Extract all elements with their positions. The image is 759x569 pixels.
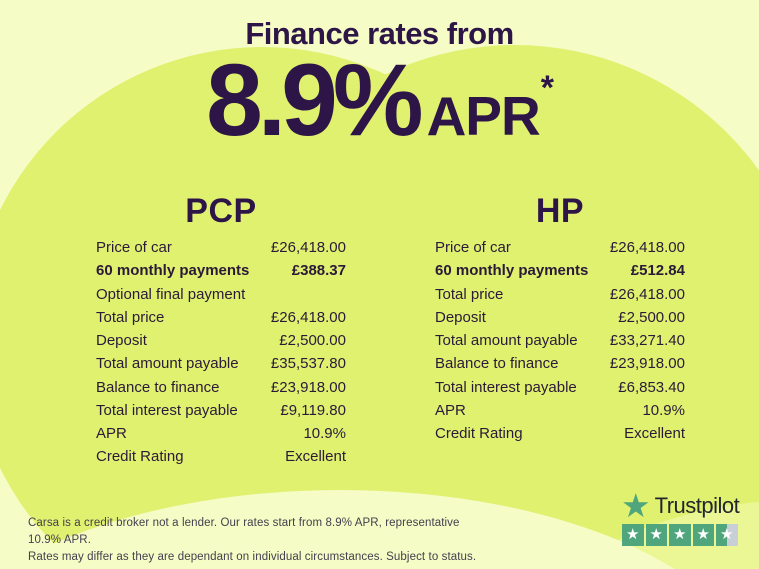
rate-asterisk: * <box>540 69 554 107</box>
trustpilot-star-box <box>622 524 644 546</box>
row-label: Total price <box>96 308 165 326</box>
row-value: £35,537.80 <box>270 355 346 373</box>
row-label: Balance to finance <box>435 355 559 373</box>
row-value: 10.9% <box>642 401 685 419</box>
row-label: Optional final payment <box>96 285 246 303</box>
row-value: £26,418.00 <box>609 285 685 303</box>
finance-row <box>96 309 346 332</box>
row-value: Excellent <box>285 448 346 466</box>
pcp-rows <box>96 239 346 472</box>
row-label: Credit Rating <box>96 448 184 466</box>
trustpilot-brand: Trustpilot <box>654 493 740 518</box>
hp-column <box>435 192 685 448</box>
trustpilot-star-box <box>646 524 668 546</box>
row-label: Total amount payable <box>96 355 239 373</box>
trustpilot-star-box <box>716 524 738 546</box>
row-label: Price of car <box>435 239 511 256</box>
finance-row <box>96 355 346 378</box>
disclaimer <box>28 515 488 566</box>
star-icon: ★ <box>626 526 640 544</box>
row-label: Total price <box>435 285 504 303</box>
finance-row <box>96 286 346 309</box>
finance-row <box>435 262 685 285</box>
row-value: £2,500.00 <box>618 308 685 326</box>
pcp-heading: PCP <box>185 192 257 230</box>
finance-row <box>435 286 685 309</box>
row-label: 60 monthly payments <box>96 262 250 280</box>
row-value: £26,418.00 <box>270 308 346 326</box>
row-label: Balance to finance <box>96 378 220 396</box>
finance-row <box>435 332 685 355</box>
finance-row <box>435 239 685 262</box>
trustpilot-stars <box>622 524 738 546</box>
row-label: Deposit <box>435 308 486 326</box>
row-label: Deposit <box>96 332 147 349</box>
star-icon: ★ <box>696 526 710 544</box>
row-label: APR <box>435 401 466 419</box>
row-value: 10.9% <box>303 425 346 442</box>
row-value: £23,918.00 <box>609 355 685 373</box>
pcp-column <box>96 192 346 472</box>
page-title: Finance rates from <box>245 16 514 51</box>
finance-row <box>96 332 346 355</box>
row-label: 60 monthly payments <box>435 262 589 280</box>
finance-row <box>435 402 685 425</box>
trustpilot-logo <box>621 487 740 524</box>
row-value: £26,418.00 <box>270 239 346 256</box>
row-value: £26,418.00 <box>609 239 685 256</box>
finance-row <box>96 448 346 471</box>
row-value: £6,853.40 <box>618 378 685 396</box>
headline-rate <box>0 43 759 157</box>
disclaimer-line-2: Rates may differ as they are dependant on individual circumstances. Subject to status. <box>28 551 477 563</box>
rate-unit: APR <box>426 85 540 147</box>
row-value: £33,271.40 <box>609 332 685 349</box>
finance-row <box>96 239 346 262</box>
star-icon: ★ <box>649 526 663 544</box>
hp-heading: HP <box>535 192 585 230</box>
row-value: Excellent <box>624 425 685 442</box>
finance-row <box>435 309 685 332</box>
row-value: £388.37 <box>291 262 346 280</box>
finance-row <box>96 379 346 402</box>
row-label: Total amount payable <box>435 332 578 349</box>
trustpilot-star-box <box>669 524 691 546</box>
row-label: Credit Rating <box>435 425 523 442</box>
hp-rows <box>435 239 685 448</box>
finance-row <box>96 262 346 285</box>
disclaimer-line-1: Carsa is a credit broker not a lender. Our rates start from 8.9% APR, representative 10.9% APR. <box>28 517 460 546</box>
finance-row <box>96 425 346 448</box>
row-label: APR <box>96 425 127 442</box>
row-label: Total interest payable <box>435 378 577 396</box>
row-value: £9,119.80 <box>280 401 346 419</box>
row-value: £512.84 <box>630 262 685 280</box>
row-label: Total interest payable <box>96 401 238 419</box>
rate-value: 8.9% <box>206 43 419 157</box>
trustpilot-star-box <box>693 524 715 546</box>
finance-row <box>435 355 685 378</box>
row-value: £2,500.00 <box>279 332 346 349</box>
row-value: £23,918.00 <box>270 378 346 396</box>
star-icon: ★ <box>673 526 687 544</box>
finance-row <box>435 379 685 402</box>
trustpilot-star-icon: ★ <box>621 487 651 524</box>
finance-row <box>96 402 346 425</box>
star-icon: ★ <box>720 526 734 544</box>
finance-row <box>435 425 685 448</box>
row-label: Price of car <box>96 239 172 256</box>
